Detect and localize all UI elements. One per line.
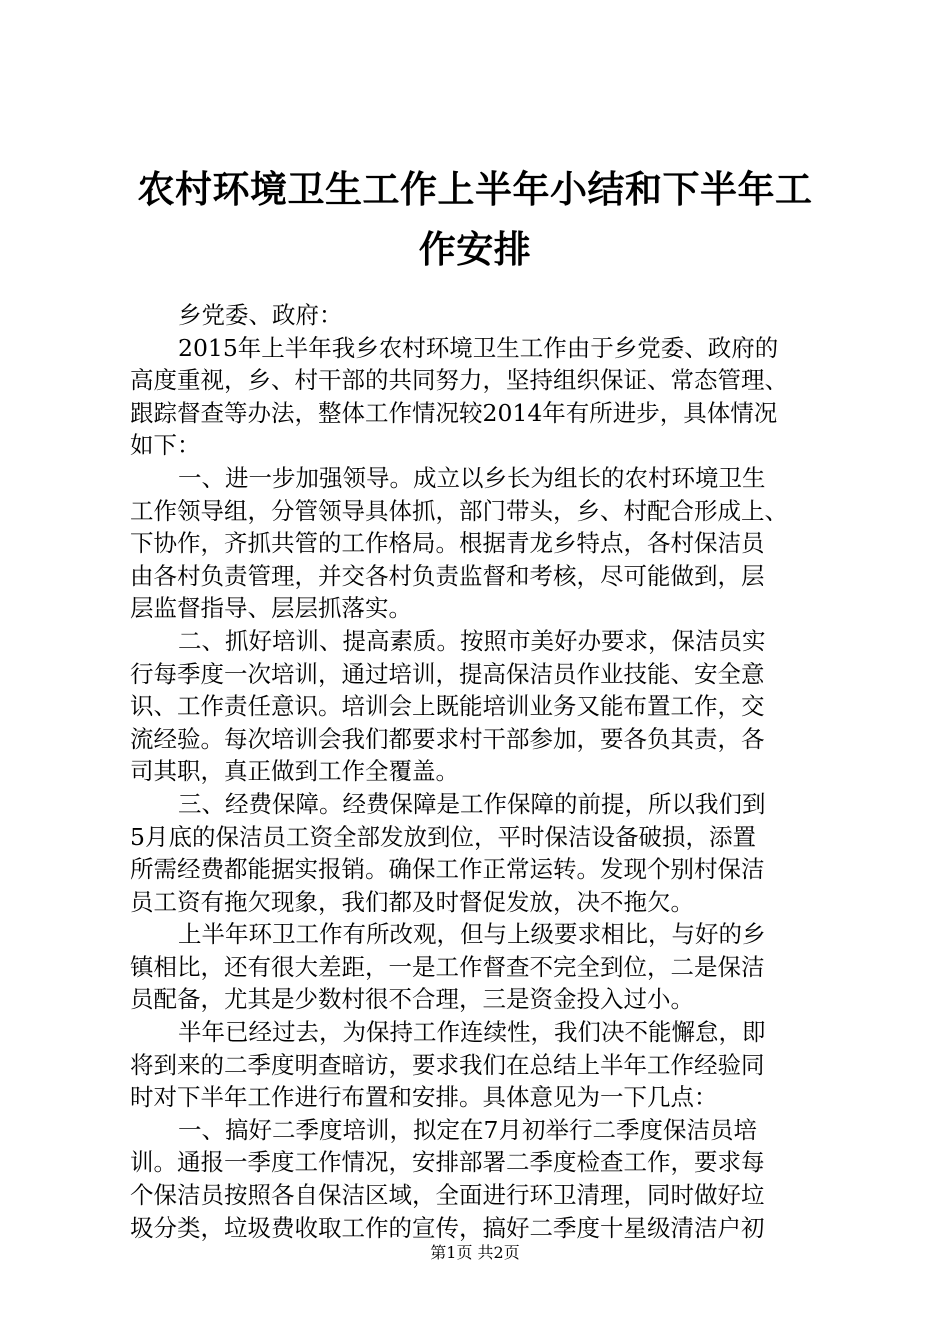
page-number-footer: 第1页 共2页 — [430, 1243, 520, 1262]
text-line: 下协作，齐抓共管的工作格局。根据青龙乡特点，各村保洁员 — [130, 529, 765, 558]
salutation: 乡党委、政府： — [178, 301, 343, 329]
text-line: 2015年上半年我乡农村环境卫生工作由于乡党委、政府的 — [178, 333, 779, 362]
document-body — [130, 299, 830, 1244]
text-line: 时对下半年工作进行布置和安排。具体意见为一下几点： — [130, 1083, 718, 1112]
text-line: 将到来的二季度明查暗访，要求我们在总结上半年工作经验同 — [130, 1050, 765, 1079]
text-line: 员配备，尤其是少数村很不合理，三是资金投入过小。 — [130, 985, 694, 1014]
text-line: 所需经费都能据实报销。确保工作正常运转。发现个别村保洁 — [130, 855, 765, 884]
text-line: 镇相比，还有很大差距，一是工作督查不完全到位，二是保洁 — [130, 952, 765, 981]
text-line: 层监督指导、层层抓落实。 — [130, 594, 412, 623]
text-line: 跟踪督查等办法，整体工作情况较2014年有所进步，具体情况 — [130, 398, 778, 427]
text-line: 员工资有拖欠现象，我们都及时督促发放，决不拖欠。 — [130, 887, 694, 916]
text-line: 个保洁员按照各自保洁区域，全面进行环卫清理，同时做好垃 — [130, 1181, 765, 1210]
text-line: 5月底的保洁员工资全部发放到位，平时保洁设备破损，添置 — [130, 822, 756, 851]
text-line: 行每季度一次培训，通过培训，提高保洁员作业技能、安全意 — [130, 659, 765, 688]
text-line: 高度重视，乡、村干部的共同努力，坚持组织保证、常态管理、 — [130, 366, 788, 395]
document-title: 农村环境卫生工作上半年小结和下半年工作安排 — [137, 168, 813, 271]
text-line: 流经验。每次培训会我们都要求村干部参加，要各负其责，各 — [130, 724, 765, 753]
text-line: 如下： — [130, 431, 201, 460]
text-line: 一、进一步加强领导。成立以乡长为组长的农村环境卫生 — [178, 463, 766, 492]
text-line: 训。通报一季度工作情况，安排部署二季度检查工作，要求每 — [130, 1148, 765, 1177]
text-line: 工作领导组，分管领导具体抓，部门带头，乡、村配合形成上、 — [130, 496, 788, 525]
text-line: 半年已经过去，为保持工作连续性，我们决不能懈怠，即 — [178, 1018, 766, 1047]
text-line: 司其职，真正做到工作全覆盖。 — [130, 757, 459, 786]
text-line: 二、抓好培训、提高素质。按照市美好办要求，保洁员实 — [178, 626, 766, 655]
text-line: 由各村负责管理，并交各村负责监督和考核，尽可能做到，层 — [130, 561, 765, 590]
text-line: 圾分类，垃圾费收取工作的宣传，搞好二季度十星级清洁户初 — [130, 1213, 765, 1242]
text-line: 识、工作责任意识。培训会上既能培训业务又能布置工作，交 — [130, 692, 765, 721]
text-line: 三、经费保障。经费保障是工作保障的前提，所以我们到 — [178, 789, 766, 818]
text-line: 上半年环卫工作有所改观，但与上级要求相比，与好的乡 — [178, 920, 766, 949]
text-line: 一、搞好二季度培训，拟定在7月初举行二季度保洁员培 — [178, 1115, 757, 1144]
